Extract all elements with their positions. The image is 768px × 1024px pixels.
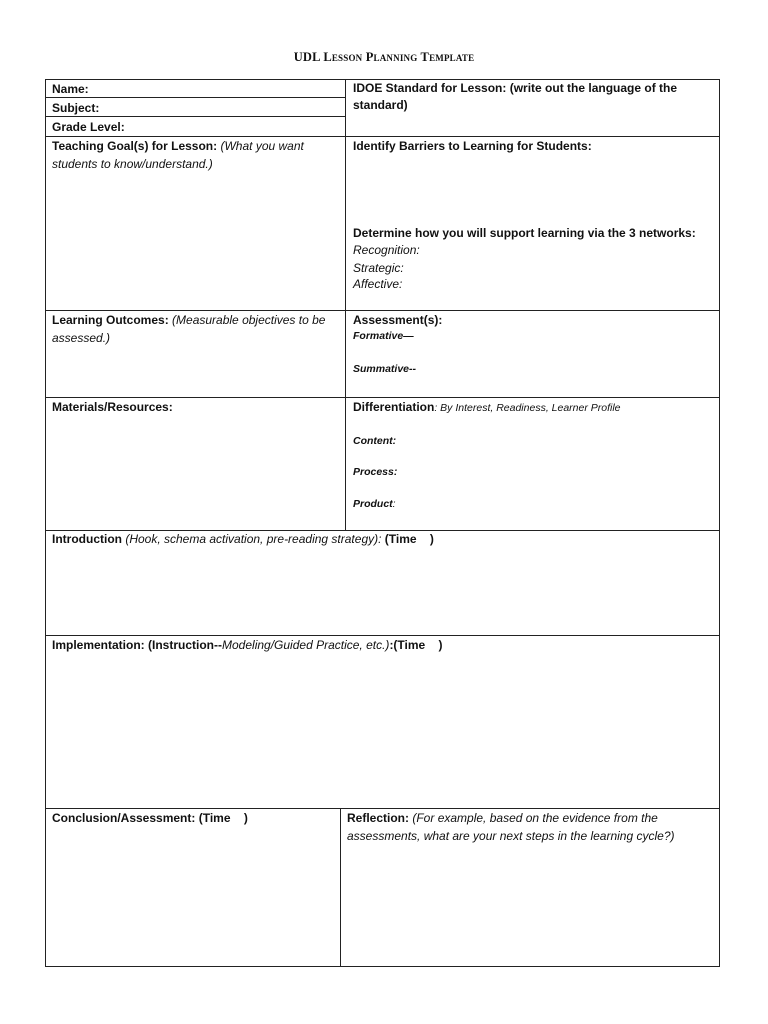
product-label: Product — [353, 498, 393, 510]
process-label: Process: — [353, 466, 398, 478]
content-label: Content: — [353, 435, 397, 447]
product-cell — [353, 495, 396, 513]
learning-outcomes-hint: (Measurable objectives to be assessed.) — [52, 313, 326, 345]
barriers-label: Identify Barriers to Learning for Students: — [353, 139, 592, 153]
differentiation-label: Differentiation — [353, 400, 435, 414]
recognition-label: Recognition: — [353, 243, 420, 257]
networks-label: Determine how you will support learning via the 3 networks: — [353, 226, 696, 240]
materials-label: Materials/Resources: — [52, 400, 173, 414]
standard-hint: (write out the language of the standard) — [353, 81, 678, 112]
teaching-goals-hint: (What you want students to know/understand.) — [52, 139, 304, 171]
summative-label: Summative-- — [353, 363, 417, 375]
reflection-hint: (For example, based on the evidence from the assessments, what are your next steps in the learning cycle?) — [347, 811, 675, 843]
conclusion-time: (Time ) — [198, 811, 248, 825]
standard-label: IDOE Standard for Lesson: — [353, 81, 507, 95]
learning-outcomes-cell — [52, 311, 340, 347]
reflection-cell — [347, 809, 707, 845]
learning-outcomes-label: Learning Outcomes: — [52, 313, 169, 327]
conclusion-label: Conclusion/Assessment: — [52, 811, 196, 825]
grade-level-label: Grade Level: — [52, 120, 125, 134]
conclusion-cell — [52, 809, 336, 827]
document-title: UDL Lesson Planning Template — [293, 50, 475, 64]
differentiation-cell — [353, 398, 621, 417]
teaching-goals-cell — [52, 137, 340, 173]
standard-cell — [353, 80, 713, 114]
strategic-label: Strategic: — [353, 261, 404, 275]
formative-label: Formative— — [353, 330, 414, 342]
implementation-hint: Modeling/Guided Practice, etc.) — [222, 638, 390, 652]
teaching-goals-label: Teaching Goal(s) for Lesson: — [52, 139, 218, 153]
assessments-label: Assessment(s): — [353, 313, 443, 327]
implementation-cell — [52, 636, 712, 654]
introduction-time: (Time ) — [384, 532, 434, 546]
introduction-label: Introduction — [52, 532, 122, 546]
subject-label: Subject: — [52, 101, 100, 115]
product-colon: : — [392, 498, 396, 510]
reflection-label: Reflection: — [347, 811, 410, 825]
introduction-cell — [52, 530, 712, 548]
name-label: Name: — [52, 82, 89, 96]
implementation-instruction: (Instruction-- — [148, 638, 223, 652]
implementation-time: :(Time ) — [389, 638, 443, 652]
introduction-hint: (Hook, schema activation, pre-reading strategy): — [125, 532, 382, 546]
implementation-label: Implementation: — [52, 638, 145, 652]
affective-label: Affective: — [353, 277, 403, 291]
differentiation-hint: : By Interest, Readiness, Learner Profile — [434, 402, 621, 414]
